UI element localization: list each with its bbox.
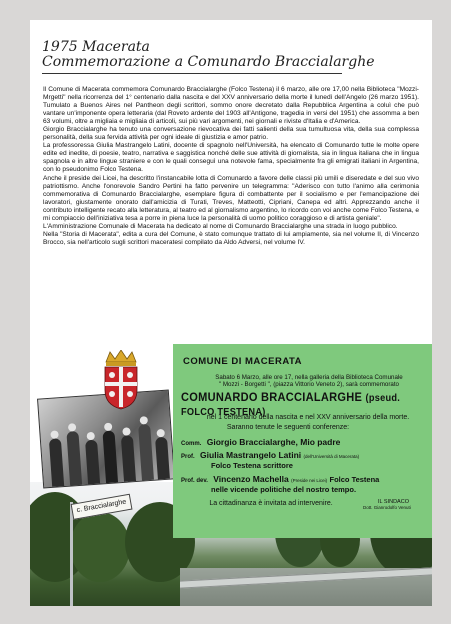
title-underline bbox=[42, 73, 342, 74]
paragraph: La professoressa Giulia Mastrangelo Latini, docente di spagnolo nell'Università, ha elencato di Comunardo tutte le molte opere edite ed inedite, di poesie, teatro, narrativa e saggistica nonché delle sue attività di giornalista, sia in lingua italiana che in lingua spagnola e in altre lingue straniere e con le quali conseguì una notevole fama, specialmente fra gli emigrati italiani in Argentina, con lo pseudonimo Folco Testena. bbox=[43, 142, 419, 174]
person-figure bbox=[121, 435, 136, 482]
speaker-title: Prof. bbox=[181, 454, 195, 460]
person-head bbox=[140, 416, 149, 425]
person-figure bbox=[66, 431, 82, 486]
poster-occasion: nel 1 centenario della nascita e nel XXV anniversario della morte. bbox=[206, 414, 410, 421]
paragraph: Anche il preside dei Licei, ha descritto l'instancabile lotta di Comunardo a favore delle classi più umili e diseredate e del suo vivo patriottismo. Anche l'onorevole Sandro Pertini ha fatto pervenire un telegramma: "Aderisco con tutto l'animo alla cerimonia commemorativa di Comunardo Braccialarghe, esemplare figura di combattente per il socialismo e per l'emancipazione dei lavoratori, giustamente onorato dall'amicizia di Turati, Treves, Matteotti, Cipriani, Canepa ed altri. Apprezzando anche il contributo intelligente recato alla letteratura, al teatro ed al giornalismo argentino, lo ricordo con voi anche come Folco Testena, e mi compiaccio dell'iniziativa tesa a porre in piena luce la personalità di uomo politico coraggioso e di artista geniale". bbox=[43, 174, 419, 222]
person-figure bbox=[102, 430, 118, 483]
poster-heading: COMUNE DI MACERATA bbox=[183, 356, 302, 367]
person-head bbox=[68, 423, 77, 432]
person-figure bbox=[49, 438, 64, 487]
speaker-topic: Folco Testena bbox=[329, 475, 380, 484]
poster-speaker-2-topic: Folco Testena scrittore bbox=[211, 461, 293, 470]
poster-signature-title: IL SINDACO bbox=[378, 499, 409, 505]
person-head bbox=[50, 430, 59, 439]
speaker-name: Vincenzo Machella bbox=[213, 474, 289, 484]
person-figure bbox=[85, 440, 100, 485]
speaker-name: Giulia Mastrangelo Latini bbox=[200, 450, 302, 460]
poster-invitation: La cittadinanza è invitata ad intervenire. bbox=[209, 500, 333, 507]
person-figure bbox=[155, 437, 170, 480]
article-body bbox=[43, 86, 419, 247]
poster-intro-line: Sabato 6 Marzo, alle ore 17, nella galleria della Biblioteca Comunale bbox=[215, 374, 403, 381]
speaker-title: Comm. bbox=[181, 441, 202, 447]
paragraph: Giorgio Braccialarghe ha tenuto una conversazione rievocativa dei fatti salienti della sua tumultuosa vita, della sua complessa personalità, della sua fervida attività per ogni ideale di giustizia e amor patrio. bbox=[43, 126, 419, 142]
street-sign: c. Braccialarghe bbox=[71, 494, 133, 520]
page-title: 1975 Macerata bbox=[42, 39, 150, 55]
commemoration-poster bbox=[173, 344, 432, 538]
document-page bbox=[30, 20, 432, 606]
person-head bbox=[122, 427, 131, 436]
paragraph: Il Comune di Macerata commemora Comunardo Braccialarghe (Folco Testena) il 6 marzo, alle ore 17,00 nella Biblioteca "Mozzi-Mrgetti" nella ricorrenza del 1° centenario dalla nascita e del XXV anniversario della morte il lunedì dell'Angelo (26 marzo 1951). Tumulato a Buenos Aires nel Pantheon degli scrittori, sommo onore decretato dalla Repubblica Argentina a coluì che può vantare un'imponente opera letteraria (dal Roveto ardente del 1903 all'Antigone, tragedia in versi del 1951) che assomma a ben 63 volumi, oltre a migliaia e migliaia di articoli, sui più vari argomenti, nei giornali e riviste d'Italia e d'America. bbox=[43, 86, 419, 126]
poster-name: COMUNARDO BRACCIALARGHE bbox=[181, 390, 363, 404]
poster-speakers-intro: Saranno tenute le seguenti conferenze: bbox=[226, 424, 350, 431]
poster-speaker-1 bbox=[181, 437, 426, 449]
poster-intro-line: " Mozzi - Borgetti ", (piazza Vittorio Veneto 2), sarà commemorato bbox=[218, 381, 399, 388]
poster-speaker-3-topic: nelle vicende politiche del nostro tempo. bbox=[211, 485, 357, 494]
tree bbox=[70, 512, 130, 582]
person-head bbox=[86, 432, 95, 441]
person-head bbox=[156, 429, 165, 438]
speaker-note: (dell'Università di Macerata) bbox=[303, 454, 360, 459]
page-subtitle: Commemorazione a Comunardo Braccialarghe bbox=[42, 54, 375, 70]
speaker-note: (Preside nei Licei) bbox=[291, 478, 328, 483]
speaker-title: Prof. dev. bbox=[181, 478, 208, 484]
person-head bbox=[104, 423, 113, 432]
paragraph: Nella "Storia di Macerata", edita a cura del Comune, è stato comunque trattato di lui ampiamente, sia nel volume II, di Vincenzo Brocco, sia nell'articolo sugli scrittori maceratesi compilato da Aldo Adversi, nel volume IV. bbox=[43, 230, 419, 246]
macerata-coat-of-arms bbox=[100, 350, 142, 410]
person-figure bbox=[138, 424, 154, 481]
header bbox=[42, 40, 422, 70]
image-collage bbox=[30, 332, 432, 606]
poster-pseudonym: (pseud. FOLCO TESTENA) bbox=[181, 393, 401, 418]
poster-signature-name: Dott. Gianrodolfo Venuti bbox=[363, 505, 411, 510]
speaker-name: Giorgio Braccialarghe, Mio padre bbox=[206, 437, 341, 447]
paragraph: L'Amministrazione Comunale di Macerata ha dedicato al nome di Comunardo Braccialarghe una strada in luogo pubblico. bbox=[43, 222, 398, 230]
